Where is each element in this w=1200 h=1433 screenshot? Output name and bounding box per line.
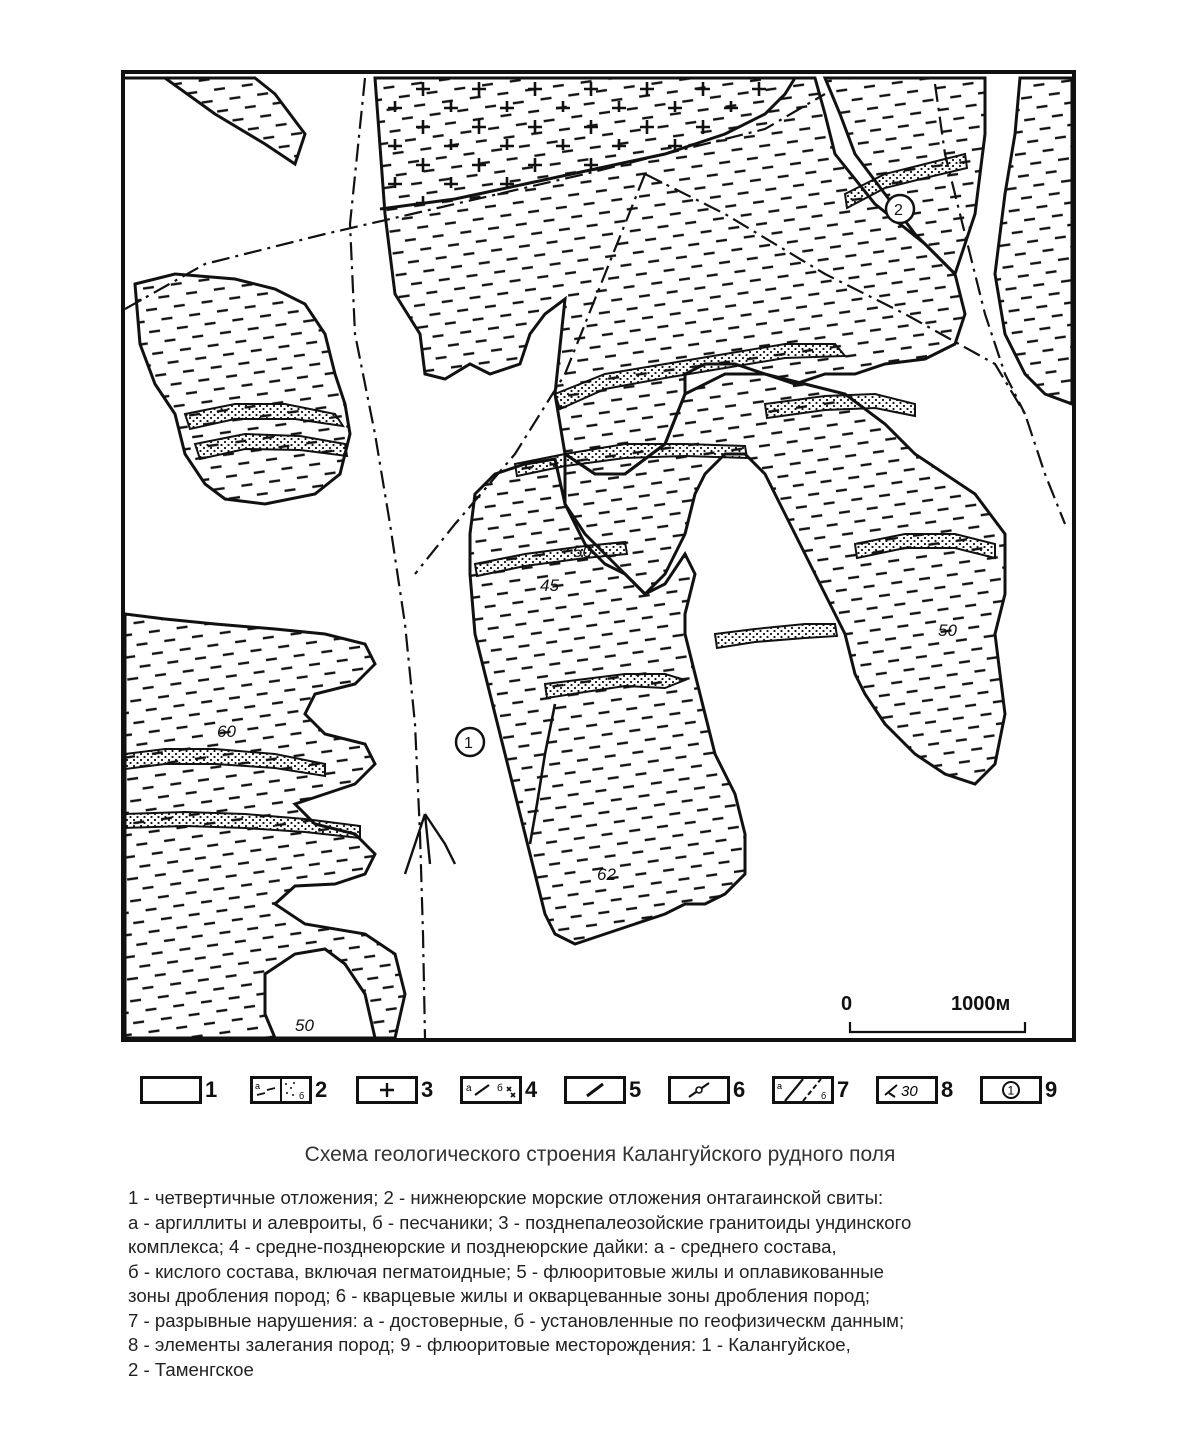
empty-box-icon <box>140 1076 202 1104</box>
legend-item-5 <box>564 1070 641 1110</box>
legend-item-8 <box>876 1070 953 1110</box>
dip-label-50-center: 50 <box>573 542 592 561</box>
description-line: комплекса; 4 - средне-позднеюрские и позднеюрские дайки: а - среднего состава, <box>128 1236 837 1257</box>
sediment-far-right <box>995 78 1072 404</box>
svg-text:2: 2 <box>894 202 903 219</box>
description-line: 2 - Таменгское <box>128 1358 254 1380</box>
legend-number: 7 <box>837 1077 850 1102</box>
sediment-pattern-icon <box>250 1076 312 1104</box>
legend-number: 3 <box>421 1077 434 1102</box>
dip-label-45: 45 <box>540 576 559 595</box>
scale-max: 1000м <box>951 993 1011 1015</box>
legend-item-6 <box>668 1070 745 1110</box>
geological-map <box>121 70 1076 1042</box>
fluorite-vein-icon <box>564 1076 626 1104</box>
scale-zero: 0 <box>841 993 853 1015</box>
dip-label-50-right: 50 <box>938 621 957 640</box>
legend-item-7 <box>772 1070 849 1110</box>
legend-item-4 <box>460 1070 537 1110</box>
legend-item-9 <box>980 1070 1057 1110</box>
sediment-left-lobe <box>135 274 350 504</box>
legend-number: 8 <box>941 1077 954 1102</box>
dike-pattern-icon <box>460 1076 522 1104</box>
legend-number: 1 <box>205 1077 218 1102</box>
fluorite-vein-bottom <box>405 814 455 874</box>
dip-label-62: 62 <box>597 865 616 884</box>
deposit-marker-2 <box>886 195 914 223</box>
svg-text:а: а <box>255 1081 261 1091</box>
description-line: 7 - разрывные нарушения: а - достоверные, б - установленные по геофизическм данным; <box>128 1309 905 1331</box>
description-line: 1 - четвертичные отложения; 2 - нижнеюрские морские отложения онтагаинской свиты: <box>128 1187 884 1208</box>
legend-number: 4 <box>525 1077 538 1102</box>
dip-label-60: 60 <box>217 722 236 741</box>
description-line: 8 - элементы залегания пород; 9 - флюоритовые месторождения: 1 - Калангуйское, <box>128 1334 851 1355</box>
map-legend <box>140 1070 1070 1110</box>
sandstone-band-central-5 <box>715 624 837 648</box>
svg-text:1: 1 <box>464 735 473 752</box>
svg-text:а: а <box>466 1083 472 1094</box>
deposit-symbol-icon <box>980 1076 1042 1104</box>
svg-text:а: а <box>777 1081 783 1091</box>
legend-item-2 <box>250 1070 327 1110</box>
figure-caption: Схема геологического строения Калангуйского рудного поля <box>304 1143 896 1166</box>
legend-number: 5 <box>629 1077 642 1102</box>
legend-number: 2 <box>315 1077 328 1102</box>
svg-text:30: 30 <box>901 1083 918 1100</box>
plus-pattern-icon <box>356 1076 418 1104</box>
legend-number: 9 <box>1045 1077 1058 1102</box>
svg-text:б: б <box>821 1091 827 1101</box>
quartz-vein-icon <box>668 1076 730 1104</box>
fault-lines-icon <box>772 1076 834 1104</box>
dip-symbol-icon <box>876 1076 938 1104</box>
deposit-marker-1 <box>456 728 484 756</box>
legend-item-1 <box>140 1070 217 1110</box>
scale-bar <box>841 993 1025 1032</box>
legend-item-3 <box>356 1070 433 1110</box>
dip-label-50-bottom: 50 <box>295 1016 314 1035</box>
sediment-upper-left <box>125 78 305 164</box>
svg-text:1: 1 <box>1007 1083 1015 1098</box>
description-line: б - кислого состава, включая пегматоидные; 5 - флюоритовые жилы и оплавикованные <box>128 1260 884 1282</box>
legend-description <box>128 1186 1088 1382</box>
description-line: а - аргиллиты и алевроиты, б - песчаники; 3 - позднепалеозойские гранитоиды ундинского <box>128 1211 912 1233</box>
legend-number: 6 <box>733 1077 746 1102</box>
svg-text:б: б <box>497 1083 503 1094</box>
description-line: зоны дробления пород; 6 - кварцевые жилы и окварцеванные зоны дробления пород; <box>128 1285 870 1306</box>
svg-text:б: б <box>299 1091 305 1101</box>
